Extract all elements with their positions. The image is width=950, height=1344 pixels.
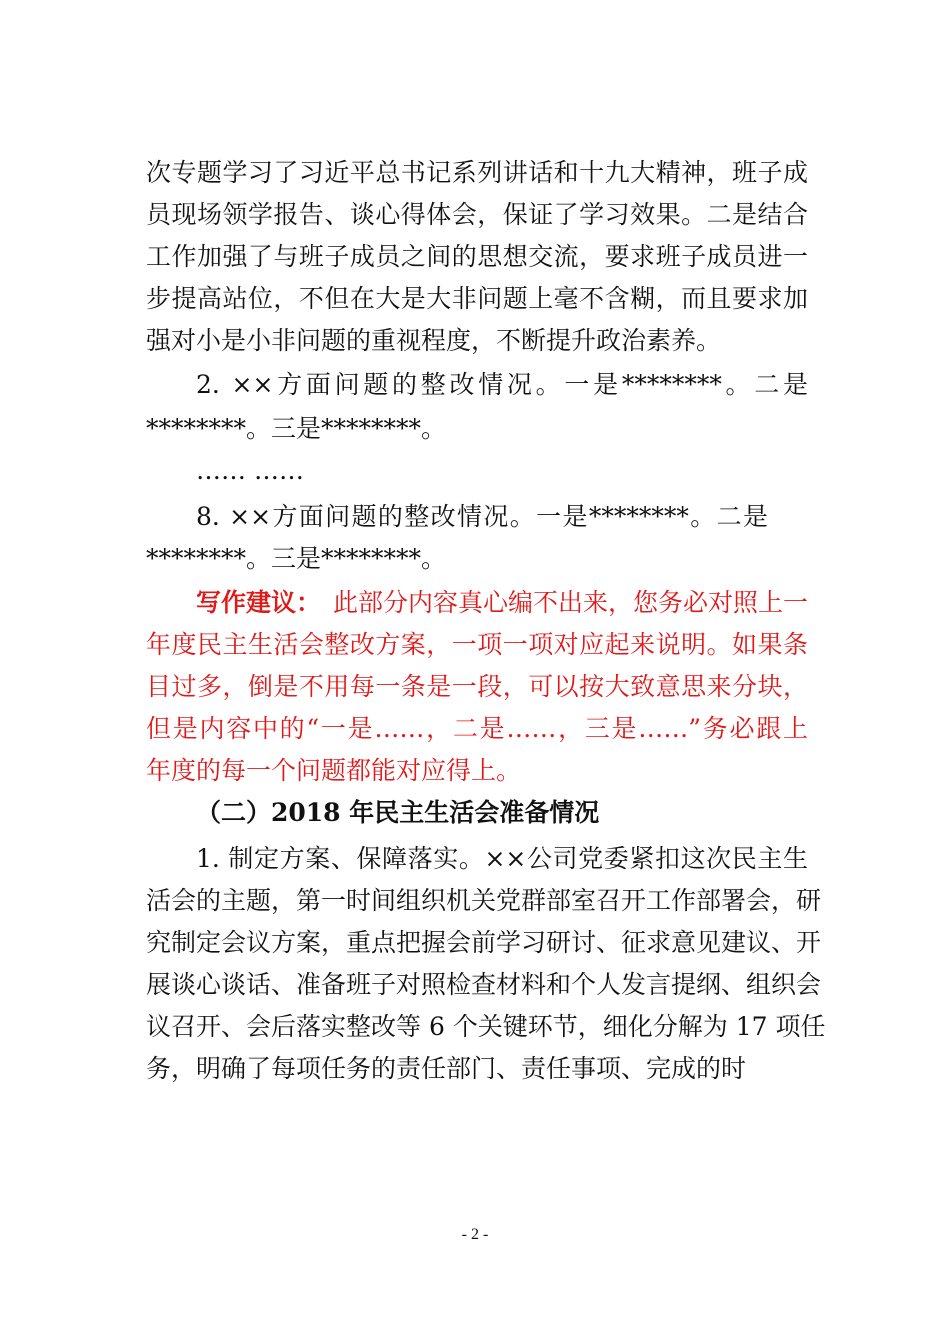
prep-paragraph-line: 务，明确了每项任务的责任部门、责任事项、完成的时 — [146, 1054, 747, 1083]
writing-advice-line: 年度民主生活会整改方案，一项一项对应起来说明。如果条 — [146, 630, 808, 659]
paragraph-line: 员现场领学报告、谈心得体会，保证了学习效果。二是结合 — [146, 200, 808, 229]
item-8-line: 8. ××方面问题的整改情况。一是********。二是 — [196, 502, 768, 531]
page-number: - 2 - — [461, 1226, 489, 1243]
writing-advice-line: 但是内容中的“一是……，二是……，三是……”务必跟上 — [146, 714, 808, 743]
writing-advice-line: 年度的每一个问题都能对应得上。 — [146, 756, 522, 785]
writing-advice-first-line — [196, 588, 808, 618]
prep-paragraph-line: 究制定会议方案，重点把握会前学习研讨、征求意见建议、开 — [146, 928, 822, 957]
prep-paragraph-line: 活会的主题，第一时间组织机关党群部室召开工作部署会，研 — [146, 886, 822, 915]
item-2-line: 2. ××方面问题的整改情况。一是********。二是 — [196, 370, 808, 399]
paragraph-line: 强对小是小非问题的重视程度，不断提升政治素养。 — [146, 326, 722, 355]
prep-paragraph-line: 议召开、会后落实整改等 6 个关键环节，细化分解为 17 项任 — [146, 1012, 826, 1041]
paragraph-line: 步提高站位，不但在大是大非问题上毫不含糊，而且要求加 — [146, 284, 808, 313]
prep-paragraph-line: 1. 制定方案、保障落实。××公司党委紧扣这次民主生 — [196, 844, 808, 873]
writing-advice-label: 写作建议： — [196, 588, 322, 617]
prep-paragraph-line: 展谈心谈话、准备班子对照检查材料和个人发言提纲、组织会 — [146, 970, 822, 999]
paragraph-line: 工作加强了与班子成员之间的思想交流，要求班子成员进一 — [146, 242, 808, 271]
writing-advice-line: 目过多，倒是不用每一条是一段，可以按大致意思来分块， — [146, 672, 808, 701]
section-heading: （二）2018 年民主生活会准备情况 — [196, 798, 600, 827]
ellipsis-line: …… …… — [196, 456, 304, 485]
item-8-line: ********。三是********。 — [146, 544, 447, 573]
writing-advice-text: 此部分内容真心编不出来，您务必对照上一 — [332, 588, 808, 617]
item-2-line: ********。三是********。 — [146, 414, 447, 443]
paragraph-line: 次专题学习了习近平总书记系列讲话和十九大精神，班子成 — [146, 158, 808, 187]
